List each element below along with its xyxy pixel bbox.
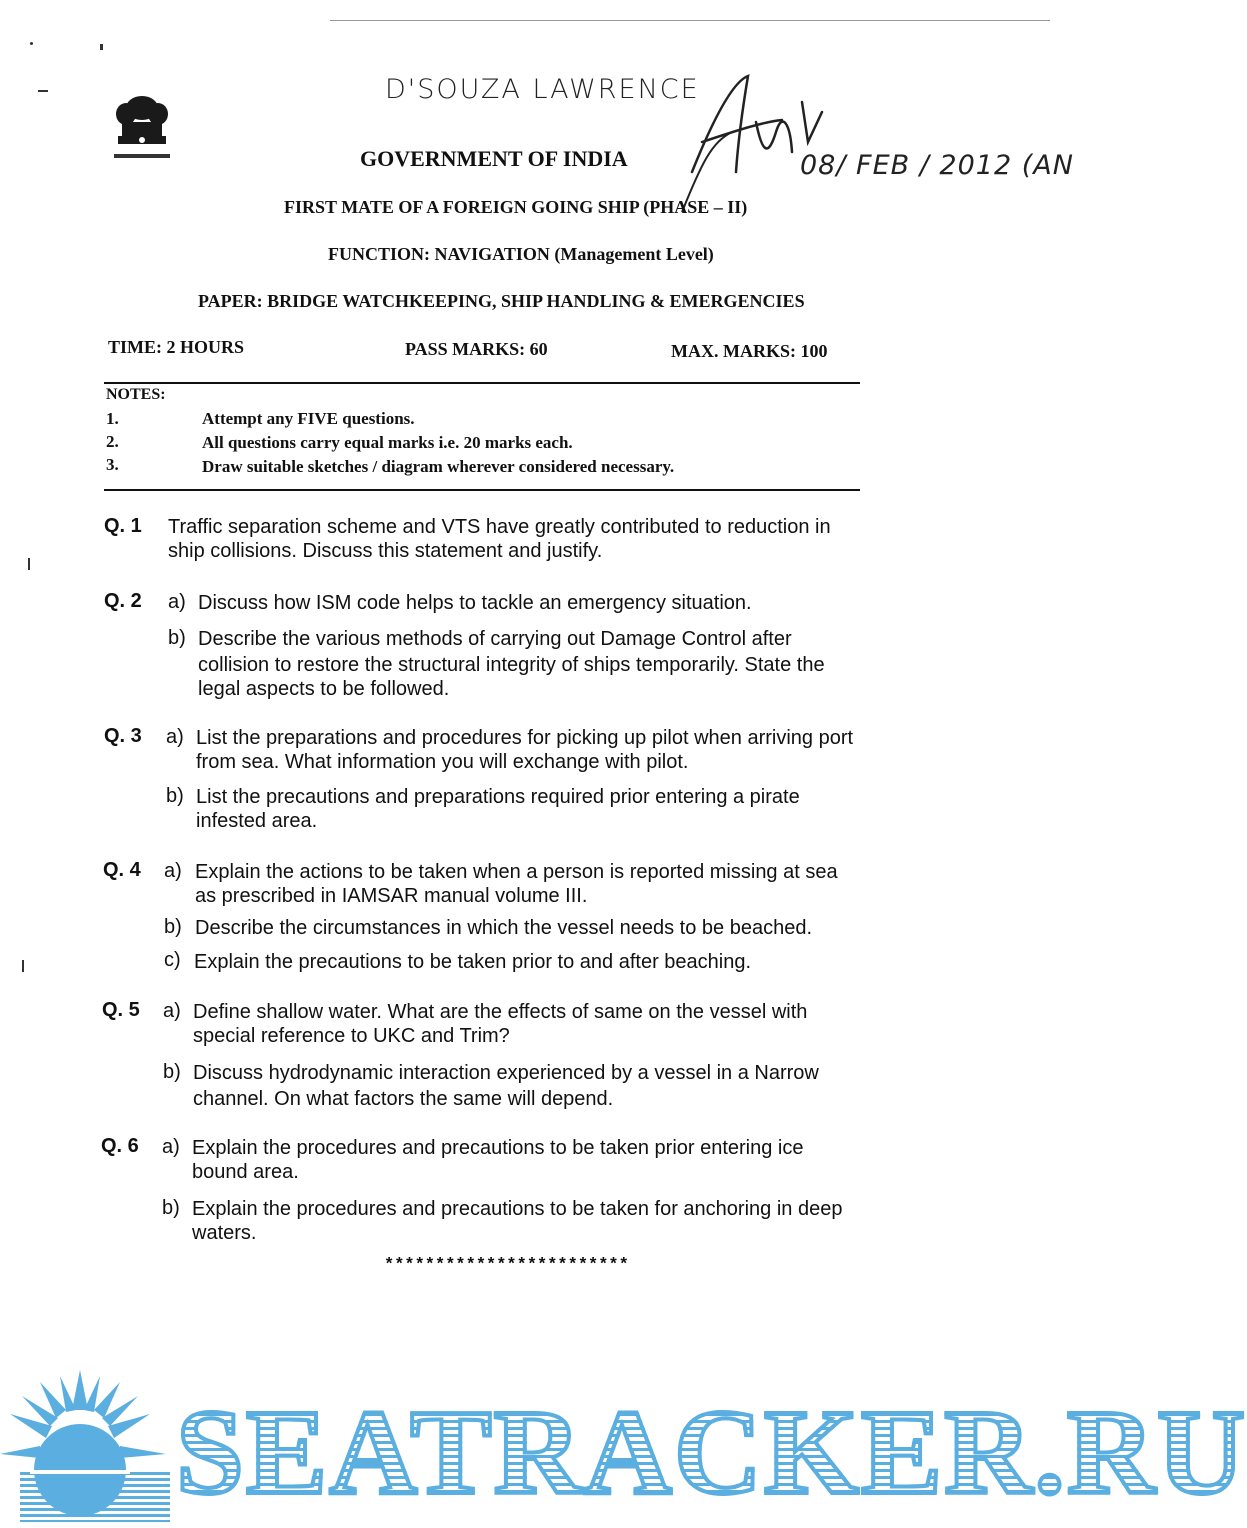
question-line: legal aspects to be followed. — [198, 678, 450, 700]
question-line: infested area. — [196, 810, 318, 832]
part-label: a) — [162, 1136, 180, 1158]
exam-title: FIRST MATE OF A FOREIGN GOING SHIP (PHASE – II) — [284, 197, 748, 217]
question-line: List the precautions and preparations required prior entering a pirate — [196, 786, 800, 808]
note-number: 1. — [106, 409, 119, 428]
question-line: Explain the procedures and precautions to be taken prior entering ice — [192, 1137, 804, 1159]
question-line: channel. On what factors the same will depend. — [193, 1088, 614, 1110]
question-number: Q. 5 — [102, 999, 140, 1021]
part-label: b) — [166, 785, 184, 807]
part-label: b) — [163, 1061, 181, 1083]
question-number: Q. 4 — [103, 859, 141, 881]
question-line: special reference to UKC and Trim? — [193, 1025, 510, 1047]
part-label: a) — [168, 591, 186, 613]
national-emblem-icon — [106, 90, 178, 170]
end-marker: ************************ — [384, 1256, 629, 1275]
watermark-sun-icon — [0, 1370, 170, 1520]
question-number: Q. 1 — [104, 515, 142, 537]
scan-speck — [28, 558, 30, 570]
top-edge-line — [330, 20, 1050, 21]
question-line: Discuss how ISM code helps to tackle an emergency situation. — [198, 592, 752, 614]
note-number: 3. — [106, 455, 119, 474]
part-label: a) — [166, 726, 184, 748]
handwritten-name: D'SOUZA LAWRENCE — [385, 74, 700, 105]
scan-speck — [30, 42, 33, 45]
part-label: a) — [163, 1000, 181, 1022]
part-label: c) — [164, 949, 181, 971]
scan-speck — [22, 960, 24, 972]
note-text: Attempt any FIVE questions. — [202, 409, 415, 428]
question-line: Describe the various methods of carrying out Damage Control after — [198, 628, 792, 650]
scan-speck — [38, 90, 48, 92]
pass-marks: PASS MARKS: 60 — [405, 339, 548, 359]
question-line: from sea. What information you will exchange with pilot. — [196, 751, 689, 773]
part-label: b) — [162, 1197, 180, 1219]
part-label: b) — [164, 916, 182, 938]
part-label: b) — [168, 627, 186, 649]
watermark-text: SEATRACKER.RU — [176, 1385, 1247, 1520]
note-text: All questions carry equal marks i.e. 20 marks each. — [202, 433, 573, 452]
question-line: Traffic separation scheme and VTS have greatly contributed to reduction in — [168, 516, 831, 538]
question-line: collision to restore the structural integrity of ships temporarily. State the — [198, 654, 825, 676]
handwritten-date: 08/ FEB / 2012 (AN — [800, 150, 1074, 181]
part-label: a) — [164, 860, 182, 882]
note-number: 2. — [106, 432, 119, 451]
question-line: Explain the precautions to be taken prior to and after beaching. — [194, 951, 752, 973]
question-line: Define shallow water. What are the effects of same on the vessel with — [193, 1001, 808, 1023]
question-number: Q. 2 — [104, 590, 142, 612]
question-line: Discuss hydrodynamic interaction experienced by a vessel in a Narrow — [193, 1062, 819, 1084]
divider-bottom — [104, 489, 860, 491]
paper-title: PAPER: BRIDGE WATCHKEEPING, SHIP HANDLING & EMERGENCIES — [198, 291, 805, 311]
question-line: Explain the actions to be taken when a person is reported missing at sea — [195, 861, 838, 883]
question-line: List the preparations and procedures for picking up pilot when arriving port — [196, 727, 854, 749]
question-number: Q. 6 — [101, 1135, 139, 1157]
divider-top — [104, 382, 860, 384]
signature-scribble — [672, 62, 832, 202]
question-line: Explain the procedures and precautions to be taken for anchoring in deep — [192, 1198, 843, 1220]
question-line: waters. — [192, 1222, 257, 1244]
time-allowed: TIME: 2 HOURS — [108, 337, 245, 357]
function-title: FUNCTION: NAVIGATION (Management Level) — [328, 244, 714, 264]
question-number: Q. 3 — [104, 725, 142, 747]
scan-speck — [100, 44, 103, 50]
authority-heading: GOVERNMENT OF INDIA — [360, 146, 628, 171]
question-line: Describe the circumstances in which the vessel needs to be beached. — [195, 917, 813, 939]
question-line: bound area. — [192, 1161, 299, 1183]
max-marks: MAX. MARKS: 100 — [671, 341, 828, 361]
note-text: Draw suitable sketches / diagram wherever considered necessary. — [202, 457, 675, 476]
question-line: ship collisions. Discuss this statement and justify. — [168, 540, 603, 562]
question-line: as prescribed in IAMSAR manual volume III. — [195, 885, 588, 907]
notes-heading: NOTES: — [106, 386, 166, 403]
